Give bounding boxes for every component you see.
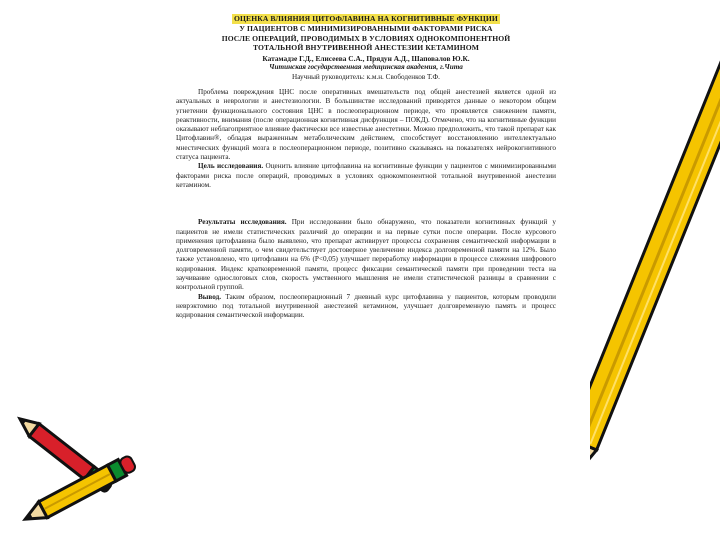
title-line: ОЦЕНКА ВЛИЯНИЯ ЦИТОФЛАВИНА НА КОГНИТИВНЫЕ ФУНКЦИИ — [234, 14, 498, 23]
aim-paragraph — [176, 162, 556, 190]
advisor: Научный руководитель: к.м.н. Свободенков Т.Ф. — [292, 72, 440, 81]
pencil-top-right-icon — [590, 0, 720, 520]
pencil-bottom-left-icon — [0, 395, 150, 540]
title-line: ПОСЛЕ ОПЕРАЦИЙ, ПРОВОДИМЫХ В УСЛОВИЯХ ОДНОКОМПОНЕНТНОЙ — [221, 33, 511, 43]
title-line: ТОТАЛЬНОЙ ВНУТРИВЕННОЙ АНЕСТЕЗИИ КЕТАМИНОМ — [252, 43, 480, 53]
conclusion-lead: Вывод. — [198, 292, 222, 301]
conclusion-text: Таким образом, послеоперационный 7 дневный курс цитофлавина у пациентов, которым проводили неврэктомию под тотальной внутривенной анестезией кетамином, улучшает долговременную память и процесс кодирования семантической информации. — [176, 292, 556, 320]
conclusion-paragraph — [176, 293, 556, 321]
title-line: У ПАЦИЕНТОВ С МИНИМИЗИРОВАННЫМИ ФАКТОРАМИ РИСКА — [239, 24, 493, 34]
results-lead: Результаты исследования. — [198, 218, 287, 227]
aim-lead: Цель исследования. — [198, 162, 264, 171]
affiliation: Читинская государственная медицинская академия, г.Чита — [269, 63, 463, 72]
intro-paragraph: Проблема повреждения ЦНС после оперативных вмешательств под общей анестезией является одной из актуальных в неврологии и анестезиологии. В большинстве исследований приводятся данные о некотором общем угнетении функционального состояния ЦНС в послеоперационном периоде, что проявляется снижением памяти, реактивности, внимания (после операционная когнитивная дисфункция – ПОКД). Отмечено, что на когнитивные функции оказывают неблагоприятное влияние фактически все известные анестетики. Можно предположить, что такой препарат как Цитофлавин®, обладая выраженным метаболическим действием, способствует восстановлению интеллектуально мнестических функций мозга в послеоперационном периоде, позитивно сказываясь на показателях нейрокогнитивного статуса пациента. — [176, 87, 556, 162]
document — [176, 14, 556, 321]
document-title — [176, 14, 556, 53]
results-paragraph — [176, 218, 556, 292]
results-text: При исследовании было обнаружено, что показатели когнитивных функций у пациентов не имели статистических различий до операции и на первые сутки после операции. После курсового применения цитофлавина было выявлено, что препарат активирует процессы сохранения семантической информации в долговременной памяти, о чем свидетельствует достоверное увеличение индекса долговременной памяти на 12%. Было также установлено, что цитофлавин на 6% (P<0,05) улучшает переработку информации в процессе слежения шифрового кодирования. Индекс кратковременной памяти, процесс фиксации семантической памяти при проведении теста на заучивание однослоговых слов, скорость умственного мышления не имели статистической разницы в сравнении с контрольной группой. — [176, 218, 556, 292]
authors: Катамадзе Г.Д., Елисеева С.А., Прядун А.Д., Шаповалов Ю.К. — [262, 54, 470, 64]
aim-text: Оценить влияние цитофлавина на когнитивные функции у пациентов с минимизированными факторами риска после операций, проводимых в условиях однокомпонентной тотальной внутривенной анестезии кетамином. — [176, 162, 556, 189]
